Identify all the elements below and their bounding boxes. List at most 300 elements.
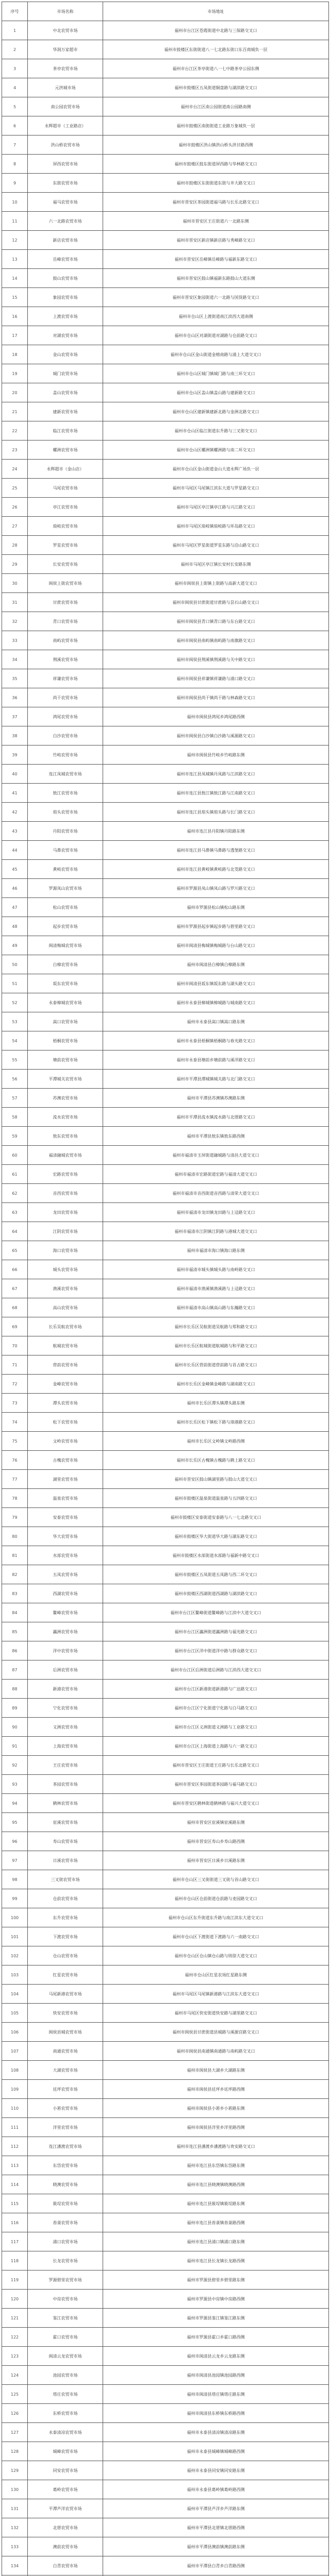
row-index: 134 xyxy=(2,2556,28,2575)
table-row xyxy=(2,1813,329,1832)
market-address: 福州市平潭县白青乡白青路西侧 xyxy=(103,2556,329,2575)
row-index: 92 xyxy=(2,1756,28,1775)
market-name: 五凤农贸市场 xyxy=(28,1565,103,1584)
table-row xyxy=(2,307,329,326)
table-row xyxy=(2,784,329,803)
table-row xyxy=(2,1031,329,1050)
table-row xyxy=(2,231,329,250)
market-address: 福州市仓山区红星农场红星路东侧 xyxy=(103,1965,329,1985)
market-name: 仓山农贸市场 xyxy=(28,1946,103,1965)
row-index: 51 xyxy=(2,974,28,993)
row-index: 71 xyxy=(2,1355,28,1375)
row-index: 123 xyxy=(2,2347,28,2366)
row-index: 100 xyxy=(2,1908,28,1927)
market-address: 福州市闽侯县洋里乡洋里路西侧 xyxy=(103,2118,329,2137)
row-index: 108 xyxy=(2,2061,28,2080)
table-row xyxy=(2,2137,329,2156)
market-name: 音西农贸市场 xyxy=(28,1184,103,1203)
table-row xyxy=(2,2461,329,2480)
market-name: 祥谦农贸市场 xyxy=(28,669,103,688)
market-name: 文岭农贸市场 xyxy=(28,1432,103,1451)
market-name: 高山农贸市场 xyxy=(28,1298,103,1317)
market-address: 福州市仓山区建新镇建新北路与金洲北路交叉口 xyxy=(103,402,329,421)
row-index: 50 xyxy=(2,955,28,974)
market-address: 福州市永泰县嵩口镇嵩口路东侧 xyxy=(103,1012,329,1031)
row-index: 109 xyxy=(2,2080,28,2099)
market-address: 福州市连江县长龙镇长龙路西侧 xyxy=(103,2251,329,2270)
market-name: 龙田农贸市场 xyxy=(28,1203,103,1222)
market-name: 宁化农贸市场 xyxy=(28,1699,103,1718)
row-index: 19 xyxy=(2,364,28,383)
market-name: 中房农贸市场 xyxy=(28,2290,103,2309)
market-address: 福州市闽侯县祥谦镇祥谦路与浦口路交叉口 xyxy=(103,669,329,688)
table-row xyxy=(2,1775,329,1794)
row-index: 62 xyxy=(2,1184,28,1203)
row-index: 30 xyxy=(2,574,28,593)
market-address: 福州市台江区后洲街道后洲路与江滨西大道交叉口 xyxy=(103,1660,329,1680)
market-address: 福州市鼓楼区西湖街道西湖路与湖滨路交叉口 xyxy=(103,1584,329,1603)
table-row xyxy=(2,765,329,784)
market-address: 福州市台江区南公园街道南公园路南侧 xyxy=(103,97,329,116)
row-index: 120 xyxy=(2,2290,28,2309)
table-row xyxy=(2,688,329,707)
table-row xyxy=(2,2023,329,2042)
market-name: 鸿尾农贸市场 xyxy=(28,707,103,726)
table-row xyxy=(2,1699,329,1718)
market-address: 福州市长乐区潭头镇潭头路东侧 xyxy=(103,1394,329,1413)
market-name: 永辉超市（金山店） xyxy=(28,460,103,479)
table-row xyxy=(2,917,329,936)
market-name: 温泉农贸市场 xyxy=(28,1489,103,1508)
row-index: 118 xyxy=(2,2251,28,2270)
row-index: 128 xyxy=(2,2442,28,2461)
market-address: 福州市晋安区茶园街道茶园路与福马路交叉口 xyxy=(103,1775,329,1794)
market-address: 福州市仓山区临江街道东升路与三叉街交叉口 xyxy=(103,421,329,440)
market-name: 宦溪农贸市场 xyxy=(28,1813,103,1832)
market-name: 元洪城市场 xyxy=(28,78,103,97)
market-name: 海口农贸市场 xyxy=(28,1241,103,1260)
row-index: 124 xyxy=(2,2366,28,2385)
row-index: 119 xyxy=(2,2270,28,2290)
row-index: 70 xyxy=(2,1336,28,1355)
market-address: 福州市仓山区东升街道东升路与南江滨东大道交叉口 xyxy=(103,1908,329,1927)
table-row xyxy=(2,40,329,59)
market-address: 福州市台江区瀛洲街道瀛洲路与福光路交叉口 xyxy=(103,1622,329,1641)
table-row xyxy=(2,1355,329,1375)
table-row xyxy=(2,860,329,879)
market-address: 福州市福清市渔溪镇渔溪路与上迳路交叉口 xyxy=(103,1279,329,1298)
market-address: 福州市晋安区寿山乡寿山路西侧 xyxy=(103,1832,329,1851)
market-name: 红星农贸市场 xyxy=(28,1965,103,1985)
market-address: 福州市连江县马鼻镇马鼻路与透堡路交叉口 xyxy=(103,841,329,860)
market-name: 黄岐农贸市场 xyxy=(28,860,103,879)
row-index: 47 xyxy=(2,898,28,917)
market-address: 福州市台江区上海街道上海路与六一路交叉口 xyxy=(103,1737,329,1756)
table-row xyxy=(2,2442,329,2461)
market-address: 福州市罗源县鉴江镇鉴江路东侧 xyxy=(103,2309,329,2328)
row-index: 14 xyxy=(2,269,28,288)
market-address: 福州市福清市城头镇城头路与南岭路交叉口 xyxy=(103,1260,329,1279)
table-row xyxy=(2,1470,329,1489)
market-name: 东岱农贸市场 xyxy=(28,2156,103,2175)
row-index: 25 xyxy=(2,479,28,498)
row-index: 80 xyxy=(2,1527,28,1546)
market-address: 福州市闽清县白樟镇白樟路东侧 xyxy=(103,955,329,974)
table-row xyxy=(2,2499,329,2518)
market-name: 屏西农贸市场 xyxy=(28,155,103,174)
row-index: 122 xyxy=(2,2328,28,2347)
row-index: 95 xyxy=(2,1813,28,1832)
market-name: 南通农贸市场 xyxy=(28,2042,103,2061)
market-address: 福州市晋安区王庄街道王庄路与长乐北路交叉口 xyxy=(103,1756,329,1775)
market-name: 坂东农贸市场 xyxy=(28,974,103,993)
market-address: 福州市连江县苔菉镇苔菉路西侧 xyxy=(103,2213,329,2232)
row-index: 43 xyxy=(2,822,28,841)
row-index: 117 xyxy=(2,2232,28,2251)
row-index: 57 xyxy=(2,1089,28,1108)
market-name: 古槐农贸市场 xyxy=(28,1451,103,1470)
table-row xyxy=(2,726,329,745)
market-address: 福州市闽侯县白沙镇白沙路与溪源路交叉口 xyxy=(103,726,329,745)
table-row xyxy=(2,116,329,135)
row-index: 24 xyxy=(2,460,28,479)
table-row xyxy=(2,2328,329,2347)
row-index: 8 xyxy=(2,155,28,174)
row-index: 129 xyxy=(2,2461,28,2480)
market-name: 湖里农贸市场 xyxy=(28,1470,103,1489)
row-index: 79 xyxy=(2,1508,28,1527)
table-row xyxy=(2,2156,329,2175)
market-address: 福州市马尾区马尾镇江滨东大道与罗星路交叉口 xyxy=(103,479,329,498)
market-name: 松下农贸市场 xyxy=(28,1413,103,1432)
table-row xyxy=(2,517,329,536)
market-address: 福州市罗源县霍口乡霍口路西侧 xyxy=(103,2328,329,2347)
table-row xyxy=(2,212,329,231)
row-index: 35 xyxy=(2,669,28,688)
market-address: 福州市长乐区航城街道航城路与和平路交叉口 xyxy=(103,1336,329,1355)
row-index: 132 xyxy=(2,2518,28,2537)
market-name: 尚干农贸市场 xyxy=(28,688,103,707)
market-name: 池园农贸市场 xyxy=(28,2366,103,2385)
row-index: 33 xyxy=(2,631,28,650)
table-row xyxy=(2,2099,329,2118)
row-index: 111 xyxy=(2,2118,28,2137)
row-index: 69 xyxy=(2,1317,28,1336)
row-index: 104 xyxy=(2,1985,28,2004)
table-row xyxy=(2,1279,329,1298)
market-name: 洪山桥农贸市场 xyxy=(28,135,103,155)
market-address: 福州市闽侯县甘蔗街道甘蔗路与昙石山路交叉口 xyxy=(103,593,329,612)
row-index: 32 xyxy=(2,612,28,631)
market-address: 福州市平潭县流水镇流水路与北厝路交叉口 xyxy=(103,1108,329,1127)
market-address: 福州市平潭县敖东镇敖东路西侧 xyxy=(103,1127,329,1146)
table-row xyxy=(2,2366,329,2385)
market-name: 同安农贸市场 xyxy=(28,2461,103,2480)
market-name: 岳峰农贸市场 xyxy=(28,250,103,269)
table-row xyxy=(2,2290,329,2309)
market-address: 福州市台江区义洲街道义洲路与工业路交叉口 xyxy=(103,1718,329,1737)
row-index: 76 xyxy=(2,1451,28,1470)
market-address: 福州市仓山区仓山镇仓山路与则徐大道交叉口 xyxy=(103,1946,329,1965)
market-address: 福州市永泰县同安镇同安路东侧 xyxy=(103,2461,329,2480)
market-address: 福州市连江县晓澳镇晓澳路西侧 xyxy=(103,2175,329,2194)
market-name: 亭江农贸市场 xyxy=(28,498,103,517)
row-index: 131 xyxy=(2,2499,28,2518)
market-address: 福州市闽侯县南通镇南通路与南屿路交叉口 xyxy=(103,2042,329,2061)
market-name: 新港农贸市场 xyxy=(28,1680,103,1699)
market-name: 东桥农贸市场 xyxy=(28,2404,103,2423)
market-name: 罗星农贸市场 xyxy=(28,536,103,555)
market-address: 福州市福清市龙田镇龙田路与上迳路交叉口 xyxy=(103,1203,329,1222)
market-name: 罗源凤山农贸市场 xyxy=(28,879,103,898)
row-index: 97 xyxy=(2,1851,28,1870)
table-row xyxy=(2,174,329,193)
table-row xyxy=(2,1508,329,1527)
row-index: 11 xyxy=(2,212,28,231)
row-index: 88 xyxy=(2,1680,28,1699)
market-name: 马尾新港农贸市场 xyxy=(28,1985,103,2004)
market-name: 白青农贸市场 xyxy=(28,2556,103,2575)
table-row xyxy=(2,879,329,898)
table-row xyxy=(2,1070,329,1089)
market-address: 福州市仓山区盖山镇盖山路与建新路交叉口 xyxy=(103,383,329,402)
row-index: 29 xyxy=(2,555,28,574)
table-row xyxy=(2,78,329,97)
market-name: 浦口农贸市场 xyxy=(28,2232,103,2251)
table-row xyxy=(2,1832,329,1851)
table-row xyxy=(2,2480,329,2499)
row-index: 81 xyxy=(2,1546,28,1565)
market-name: 长龙农贸市场 xyxy=(28,2251,103,2270)
table-row xyxy=(2,536,329,555)
row-index: 17 xyxy=(2,326,28,345)
market-address: 福州市台江区新港街道新港路与广达路交叉口 xyxy=(103,1680,329,1699)
market-address: 福州市鼓楼区南街街道工业路万象城负一层 xyxy=(103,116,329,135)
row-index: 1 xyxy=(2,21,28,40)
table-row xyxy=(2,1851,329,1870)
market-name: 晓澳农贸市场 xyxy=(28,2175,103,2194)
market-address: 福州市永泰县塘前乡塘前路与溪洋路交叉口 xyxy=(103,1050,329,1070)
market-address: 福州市平潭县苏澳镇苏澳路东侧 xyxy=(103,1089,329,1108)
market-name: 筱埕农贸市场 xyxy=(28,2194,103,2213)
row-index: 84 xyxy=(2,1603,28,1622)
row-index: 60 xyxy=(2,1146,28,1165)
row-index: 116 xyxy=(2,2213,28,2232)
table-row xyxy=(2,1165,329,1184)
table-row xyxy=(2,1012,329,1031)
table-row xyxy=(2,745,329,765)
market-name: 敖东农贸市场 xyxy=(28,1127,103,1146)
row-index: 87 xyxy=(2,1660,28,1680)
market-address: 福州市台江区洋中街道洋中路与群众路交叉口 xyxy=(103,1641,329,1660)
table-row xyxy=(2,326,329,345)
row-index: 28 xyxy=(2,536,28,555)
market-name: 对湖农贸市场 xyxy=(28,326,103,345)
market-address: 福州市马尾区亭江镇长安村长安路东侧 xyxy=(103,555,329,574)
row-index: 130 xyxy=(2,2480,28,2499)
market-name: 流水农贸市场 xyxy=(28,1108,103,1127)
market-address: 福州市闽侯县荆溪镇荆溪路与关中路交叉口 xyxy=(103,650,329,669)
table-row xyxy=(2,1641,329,1660)
table-header-row xyxy=(2,2,329,21)
market-name: 大湖农贸市场 xyxy=(28,2061,103,2080)
market-name: 南公园农贸市场 xyxy=(28,97,103,116)
market-name: 松山农贸市场 xyxy=(28,898,103,917)
row-index: 89 xyxy=(2,1699,28,1718)
market-name: 长乐吴航农贸市场 xyxy=(28,1317,103,1336)
market-address: 福州市福清市宏路街道宏路与福清大道交叉口 xyxy=(103,1165,329,1184)
market-name: 航城农贸市场 xyxy=(28,1336,103,1355)
market-name: 平潭芦洋农贸市场 xyxy=(28,2499,103,2518)
row-index: 115 xyxy=(2,2194,28,2213)
market-address: 福州市闽侯县鸿尾乡鸿尾路西侧 xyxy=(103,707,329,726)
table-row xyxy=(2,974,329,993)
market-name: 三叉街农贸市场 xyxy=(28,1870,103,1889)
market-name: 城峰农贸市场 xyxy=(28,2442,103,2461)
market-address: 福州市仓山区金山街道金榕南路与浦上大道交叉口 xyxy=(103,345,329,364)
table-row xyxy=(2,402,329,421)
row-index: 36 xyxy=(2,688,28,707)
row-index: 113 xyxy=(2,2156,28,2175)
market-name: 塘前农贸市场 xyxy=(28,1050,103,1070)
market-address: 福州市台江区苍霞街道中北路与三保路交叉口 xyxy=(103,21,329,40)
row-index: 49 xyxy=(2,936,28,955)
table-row xyxy=(2,250,329,269)
market-address: 福州市闽侯县廷坪乡廷坪路西侧 xyxy=(103,2080,329,2099)
table-row xyxy=(2,1451,329,1470)
market-name: 小箬农贸市场 xyxy=(28,2099,103,2118)
row-index: 77 xyxy=(2,1470,28,1489)
row-index: 126 xyxy=(2,2404,28,2423)
market-name: 宏路农贸市场 xyxy=(28,1165,103,1184)
market-name: 塔庄农贸市场 xyxy=(28,2385,103,2404)
market-address: 福州市鼓楼区五凤街道五凤路与西二环交叉口 xyxy=(103,1565,329,1584)
table-row xyxy=(2,21,329,40)
table-row xyxy=(2,383,329,402)
table-row xyxy=(2,1317,329,1336)
row-index: 61 xyxy=(2,1165,28,1184)
row-index: 133 xyxy=(2,2537,28,2556)
market-name: 连江潘渡农贸市场 xyxy=(28,2137,103,2156)
row-index: 99 xyxy=(2,1889,28,1908)
table-row xyxy=(2,707,329,726)
table-row xyxy=(2,936,329,955)
table-row xyxy=(2,1336,329,1355)
market-name: 平潭城关农贸市场 xyxy=(28,1070,103,1089)
market-name: 梧桐农贸市场 xyxy=(28,1031,103,1050)
table-row xyxy=(2,1584,329,1603)
market-address: 福州市闽侯县尚干镇尚干路与林森路交叉口 xyxy=(103,688,329,707)
market-address: 福州市晋安区鼓山镇福新东路鼓山大道东侧 xyxy=(103,269,329,288)
row-index: 64 xyxy=(2,1222,28,1241)
market-name: 嵩口农贸市场 xyxy=(28,1012,103,1031)
market-address: 福州市福清市海口镇海口路东侧 xyxy=(103,1241,329,1260)
market-address: 福州市连江县浦口镇浦口路东侧 xyxy=(103,2232,329,2251)
table-row xyxy=(2,345,329,364)
table-row xyxy=(2,288,329,307)
table-row xyxy=(2,1756,329,1775)
table-row xyxy=(2,97,329,116)
row-index: 96 xyxy=(2,1832,28,1851)
market-name: 快安农贸市场 xyxy=(28,2004,103,2023)
market-name: 营前农贸市场 xyxy=(28,1355,103,1375)
market-address: 福州市闽清县梅城镇梅城路与台山路交叉口 xyxy=(103,936,329,955)
market-address: 福州市平潭县澳前镇澳前路东侧 xyxy=(103,2537,329,2556)
market-address: 福州市马尾区罗星街道罗星东路与沿山路交叉口 xyxy=(103,536,329,555)
market-name: 白樟农贸市场 xyxy=(28,955,103,974)
market-name: 南屿农贸市场 xyxy=(28,631,103,650)
market-name: 长安农贸市场 xyxy=(28,555,103,574)
row-index: 54 xyxy=(2,1031,28,1050)
market-address: 福州市鼓楼区五凤街道铜盘路与湖滨路交叉口 xyxy=(103,78,329,97)
table-row xyxy=(2,1222,329,1241)
market-name: 永泰樟城农贸市场 xyxy=(28,993,103,1012)
market-address: 福州市鼓楼区东街街道八一七北路东街口东百商城负一层 xyxy=(103,40,329,59)
market-name: 丹阳农贸市场 xyxy=(28,822,103,841)
market-name: 荆溪农贸市场 xyxy=(28,650,103,669)
table-row xyxy=(2,2118,329,2137)
market-name: 北厝农贸市场 xyxy=(28,2518,103,2537)
table-row xyxy=(2,2270,329,2290)
row-index: 9 xyxy=(2,174,28,193)
market-address: 福州市永泰县梧桐镇梧桐路与春光路交叉口 xyxy=(103,1031,329,1050)
table-row xyxy=(2,479,329,498)
market-name: 马尾农贸市场 xyxy=(28,479,103,498)
market-name: 福清融城农贸市场 xyxy=(28,1146,103,1165)
market-address: 福州市闽清县塔庄镇塔庄路东侧 xyxy=(103,2385,329,2404)
row-index: 56 xyxy=(2,1070,28,1089)
market-address: 福州市福清市江阴镇江阴路与港城大道交叉口 xyxy=(103,1222,329,1241)
market-address: 福州市仓山区仓前街道仓前路与麦园路交叉口 xyxy=(103,1889,329,1908)
market-name: 西湖农贸市场 xyxy=(28,1584,103,1603)
row-index: 106 xyxy=(2,2023,28,2042)
row-index: 18 xyxy=(2,345,28,364)
market-address: 福州市仓山区螺洲镇螺洲路与南二环交叉口 xyxy=(103,440,329,460)
market-address: 福州市平潭县潭城镇城关路与北门路交叉口 xyxy=(103,1070,329,1089)
market-address: 福州市闽侯县竹岐乡竹岐路东侧 xyxy=(103,745,329,765)
table-row xyxy=(2,269,329,288)
market-name: 洋中农贸市场 xyxy=(28,1641,103,1660)
market-address: 福州市晋安区鹤林街道鹤林路与福兴大道交叉口 xyxy=(103,1794,329,1813)
market-name: 安泰农贸市场 xyxy=(28,1508,103,1527)
row-index: 125 xyxy=(2,2385,28,2404)
row-index: 91 xyxy=(2,1737,28,1756)
market-address: 福州市闽侯县大湖乡大湖路东侧 xyxy=(103,2061,329,2080)
row-index: 58 xyxy=(2,1108,28,1127)
table-row xyxy=(2,2080,329,2099)
market-address: 福州市鼓楼区安泰街道安泰路与八一七北路交叉口 xyxy=(103,1508,329,1527)
market-name: 鹤林农贸市场 xyxy=(28,1794,103,1813)
table-row xyxy=(2,1298,329,1317)
table-row xyxy=(2,364,329,383)
row-index: 27 xyxy=(2,517,28,536)
market-name: 江阴农贸市场 xyxy=(28,1222,103,1241)
market-name: 洋里农贸市场 xyxy=(28,2118,103,2137)
market-name: 日溪农贸市场 xyxy=(28,1851,103,1870)
row-index: 3 xyxy=(2,59,28,78)
row-index: 66 xyxy=(2,1260,28,1279)
market-name: 寿山农贸市场 xyxy=(28,1832,103,1851)
table-row xyxy=(2,1908,329,1927)
market-name: 鳌峰农贸市场 xyxy=(28,1603,103,1622)
row-index: 90 xyxy=(2,1718,28,1737)
market-name: 临江农贸市场 xyxy=(28,421,103,440)
market-name: 廷坪农贸市场 xyxy=(28,2080,103,2099)
market-address: 福州市闽清县池园镇池园路西侧 xyxy=(103,2366,329,2385)
row-index: 55 xyxy=(2,1050,28,1070)
market-address: 福州市闽侯县甘蔗街道县城路与溪源宫路交叉口 xyxy=(103,2023,329,2042)
row-index: 15 xyxy=(2,288,28,307)
